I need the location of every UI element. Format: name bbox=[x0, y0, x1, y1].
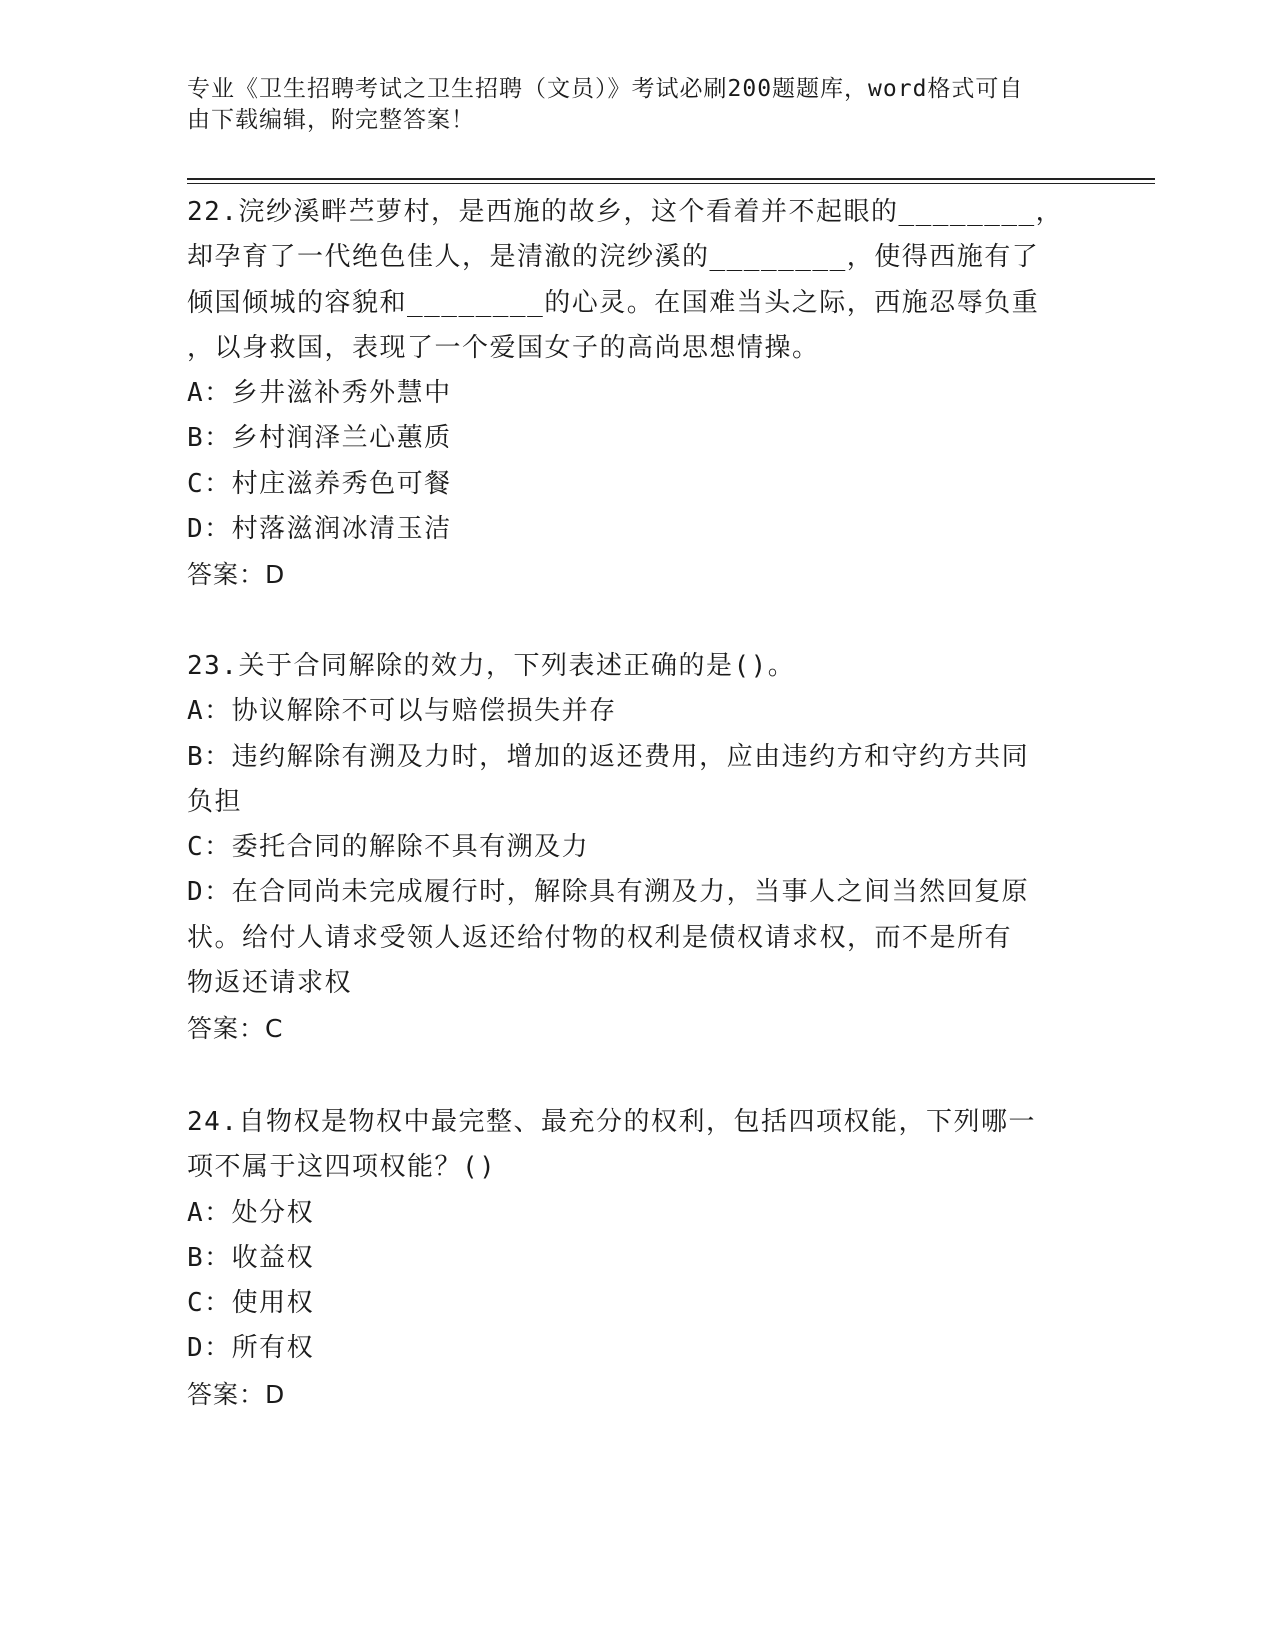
option-b: B：违约解除有溯及力时，增加的返还费用，应由违约方和守约方共同 bbox=[187, 741, 1030, 772]
option-b-continued: 负担 bbox=[187, 786, 243, 817]
option-d-continued: 状。给付人请求受领人返还给付物的权利是债权请求权，而不是所有 bbox=[187, 922, 1013, 953]
option-d: D：在合同尚未完成履行时，解除具有溯及力，当事人之间当然回复原 bbox=[187, 877, 1030, 908]
header-line: 专业《卫生招聘考试之卫生招聘（文员）》考试必刷200题题库，word格式可自 bbox=[187, 76, 1024, 102]
question-text-line: ，以身救国，表现了一个爱国女子的高尚思想情操。 bbox=[187, 332, 820, 363]
answer-line: 答案：D bbox=[187, 560, 286, 590]
option-a: A：处分权 bbox=[187, 1197, 315, 1228]
question-text-line: 却孕育了一代绝色佳人，是清澈的浣纱溪的________，使得西施有了 bbox=[187, 242, 1040, 273]
question-24 bbox=[187, 1100, 1077, 1417]
question-text-line: 23.关于合同解除的效力，下列表述正确的是()。 bbox=[187, 651, 796, 681]
answer-line: 答案：D bbox=[187, 1379, 286, 1409]
question-text-line: 项不属于这四项权能？() bbox=[187, 1152, 497, 1183]
option-b: B：收益权 bbox=[187, 1242, 315, 1273]
option-a: A：乡井滋补秀外慧中 bbox=[187, 378, 452, 409]
option-a: A：协议解除不可以与赔偿损失并存 bbox=[187, 696, 617, 727]
question-text-line: 倾国倾城的容貌和________的心灵。在国难当头之际，西施忍辱负重 bbox=[187, 287, 1040, 318]
question-22 bbox=[187, 190, 1077, 598]
question-text-line: 22.浣纱溪畔苎萝村，是西施的故乡，这个看着并不起眼的________， bbox=[187, 197, 1064, 227]
option-d: D：村落滋润冰清玉洁 bbox=[187, 514, 452, 545]
document-header bbox=[187, 74, 1067, 136]
option-c: C：村庄滋养秀色可餐 bbox=[187, 468, 452, 499]
header-rule bbox=[187, 178, 1155, 180]
answer-line: 答案：C bbox=[187, 1014, 284, 1044]
question-text-line: 24.自物权是物权中最完整、最充分的权利，包括四项权能，下列哪一 bbox=[187, 1107, 1036, 1137]
option-c: C：委托合同的解除不具有溯及力 bbox=[187, 832, 590, 863]
header-rule-thin bbox=[187, 183, 1155, 184]
header-line: 由下载编辑，附完整答案！ bbox=[187, 107, 475, 133]
option-d-continued: 物返还请求权 bbox=[187, 968, 353, 999]
option-c: C：使用权 bbox=[187, 1288, 315, 1319]
option-d: D：所有权 bbox=[187, 1333, 315, 1364]
option-b: B：乡村润泽兰心蕙质 bbox=[187, 423, 452, 454]
question-23 bbox=[187, 644, 1077, 1052]
